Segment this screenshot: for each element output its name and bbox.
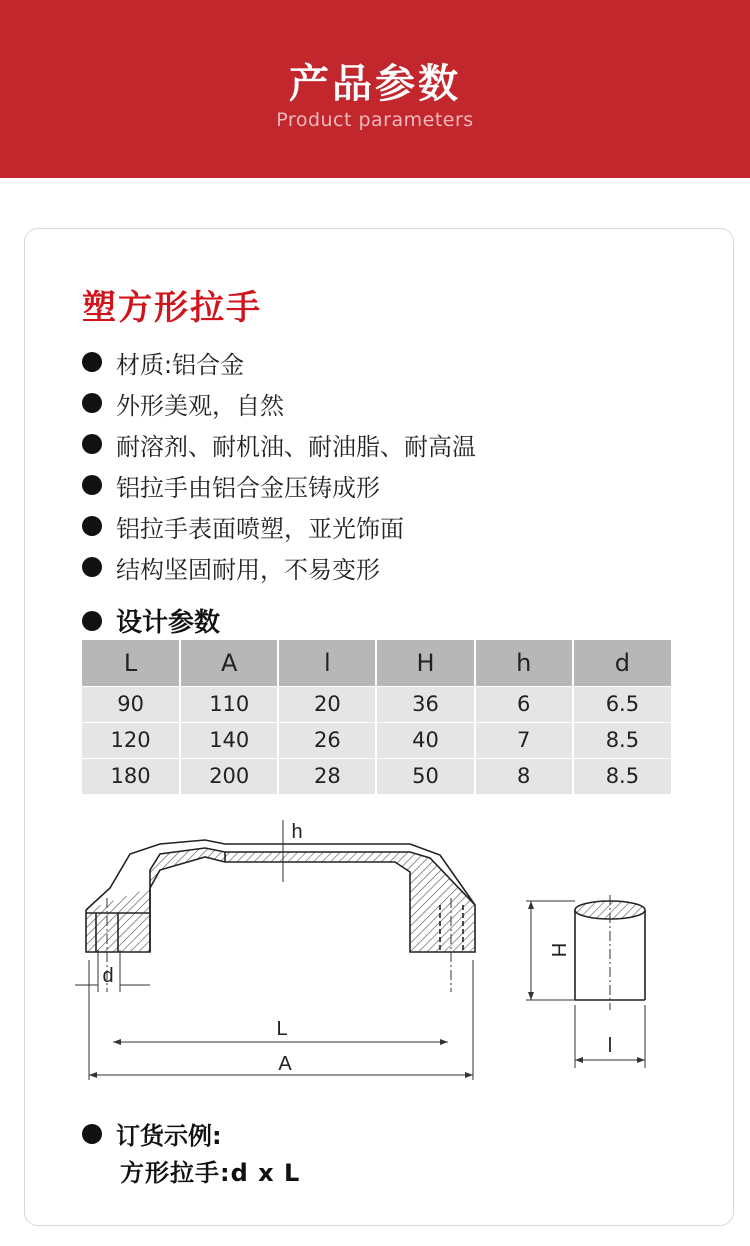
feature-text: 铝拉手由铝合金压铸成形 (116, 473, 380, 502)
label-A: A (278, 1053, 292, 1075)
design-params-heading (82, 602, 220, 639)
table-cell: 8 (475, 758, 573, 794)
bullet-icon (82, 611, 102, 631)
table-row (82, 686, 671, 722)
bullet-icon (82, 516, 102, 536)
handle-side-view (86, 840, 475, 952)
table-cell: 36 (376, 686, 474, 722)
page-title: 产品参数 (289, 61, 461, 107)
bullet-icon (82, 557, 102, 577)
product-title: 塑方形拉手 (82, 288, 262, 328)
table-cell: 180 (82, 758, 180, 794)
page-subtitle: Product parameters (276, 109, 474, 131)
header-banner (0, 0, 750, 178)
feature-text: 耐溶剂、耐机油、耐油脂、耐高温 (116, 432, 476, 461)
handle-end-view (575, 895, 645, 1010)
label-L: L (276, 1018, 288, 1040)
design-params-title: 设计参数 (116, 608, 221, 638)
column-header: d (573, 640, 671, 686)
label-d: d (102, 965, 114, 987)
feature-text: 材质:铝合金 (116, 350, 245, 379)
bullet-icon (82, 352, 102, 372)
table-cell: 6 (475, 686, 573, 722)
column-header: A (180, 640, 278, 686)
table-header-row (82, 640, 671, 686)
column-header: H (376, 640, 474, 686)
table-cell: 110 (180, 686, 278, 722)
feature-item (82, 429, 476, 459)
centerlines (107, 820, 451, 992)
table-cell: 140 (180, 722, 278, 758)
bullet-icon (82, 393, 102, 413)
table-cell: 40 (376, 722, 474, 758)
feature-text: 铝拉手表面喷塑，亚光饰面 (116, 514, 404, 543)
bullet-icon (82, 475, 102, 495)
feature-item (82, 511, 404, 541)
bullet-icon (82, 434, 102, 454)
order-title: 订货示例: (116, 1122, 222, 1150)
table-cell: 7 (475, 722, 573, 758)
column-header: l (278, 640, 376, 686)
table-cell: 6.5 (573, 686, 671, 722)
order-heading (82, 1116, 222, 1151)
table-cell: 90 (82, 686, 180, 722)
table-row (82, 722, 671, 758)
table-cell: 26 (278, 722, 376, 758)
table-cell: 8.5 (573, 758, 671, 794)
bullet-icon (82, 1124, 102, 1144)
table-cell: 120 (82, 722, 180, 758)
feature-item (82, 388, 284, 418)
feature-text: 结构坚固耐用，不易变形 (116, 555, 380, 584)
label-l: l (607, 1035, 613, 1057)
table-cell: 50 (376, 758, 474, 794)
order-example: 方形拉手:d x L (120, 1159, 301, 1187)
table-cell: 20 (278, 686, 376, 722)
table-cell: 8.5 (573, 722, 671, 758)
column-header: h (475, 640, 573, 686)
table-cell: 200 (180, 758, 278, 794)
feature-item (82, 470, 380, 500)
column-header: L (82, 640, 180, 686)
label-H: H (547, 942, 569, 958)
technical-drawing (0, 810, 750, 1090)
table-row (82, 758, 671, 794)
feature-text: 外形美观，自然 (116, 391, 284, 420)
feature-item (82, 552, 380, 582)
label-h: h (291, 821, 303, 843)
table-cell: 28 (278, 758, 376, 794)
params-table (82, 640, 671, 794)
feature-item (82, 347, 244, 377)
